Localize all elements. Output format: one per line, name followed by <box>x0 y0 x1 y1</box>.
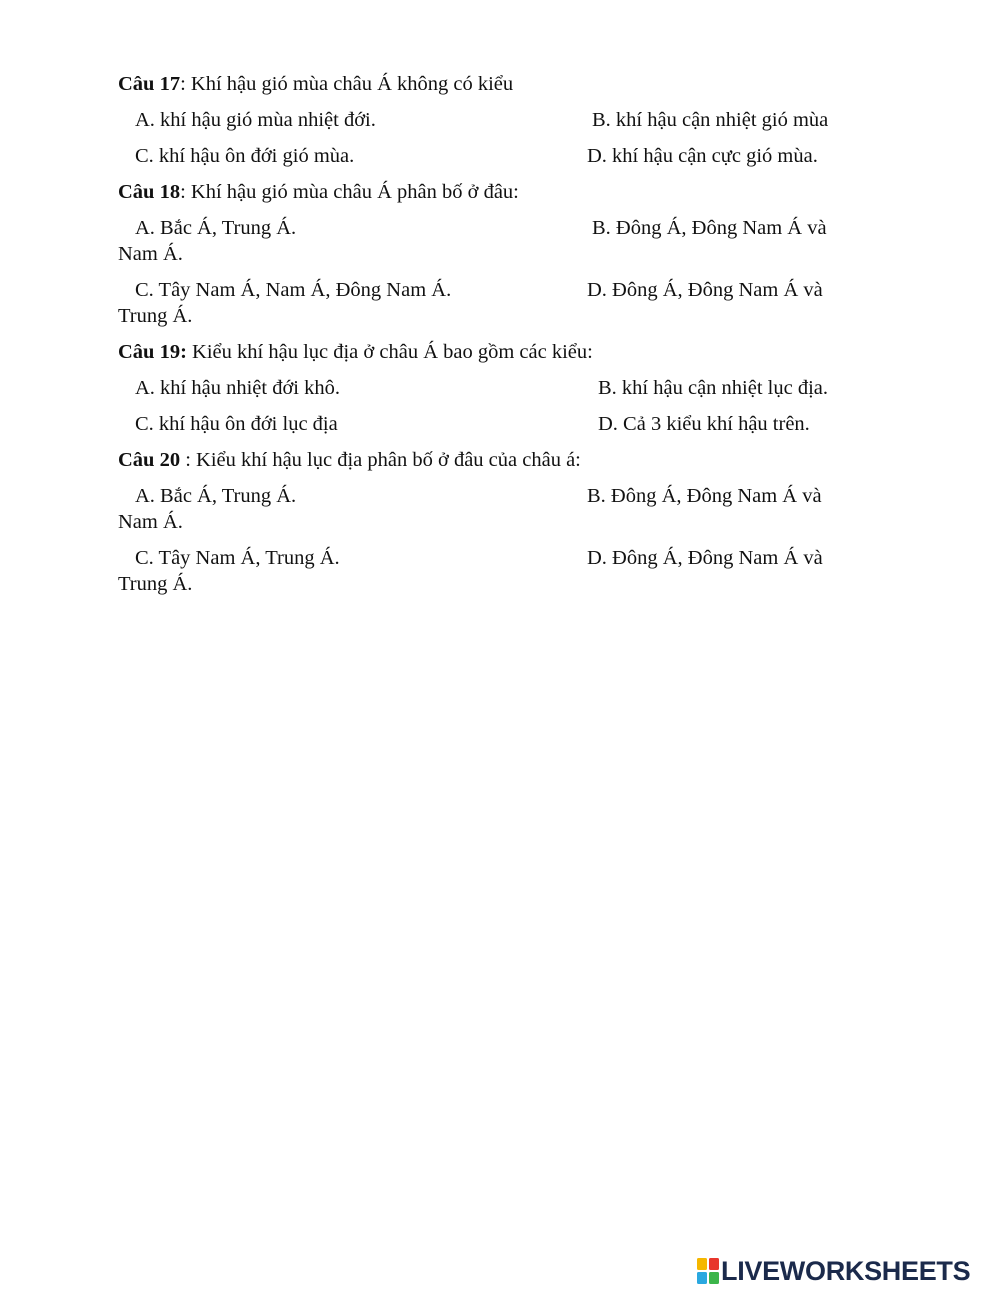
option-17-c: C. khí hậu ôn đới gió mùa. <box>135 145 355 167</box>
option-18-c: C. Tây Nam Á, Nam Á, Đông Nam Á. <box>135 279 452 301</box>
option-19-a: A. khí hậu nhiệt đới khô. <box>135 377 340 399</box>
question-18 <box>118 179 519 205</box>
option-20-c: C. Tây Nam Á, Trung Á. <box>135 547 340 569</box>
option-17-a: A. khí hậu gió mùa nhiệt đới. <box>135 109 376 131</box>
question-text: Kiểu khí hậu lục địa ở châu Á bao gồm các kiểu: <box>186 341 593 363</box>
question-text: : Kiểu khí hậu lục địa phân bố ở đâu của châu á: <box>180 449 581 471</box>
question-label: Câu 20 <box>118 449 181 471</box>
liveworksheets-mark-icon <box>697 1258 719 1284</box>
option-19-d: D. Cả 3 kiểu khí hậu trên. <box>598 413 810 435</box>
question-19 <box>118 339 593 365</box>
question-text: : Khí hậu gió mùa châu Á không có kiểu <box>180 73 514 95</box>
option-20-d: D. Đông Á, Đông Nam Á và <box>587 547 823 569</box>
question-text: : Khí hậu gió mùa châu Á phân bố ở đâu: <box>180 181 519 203</box>
question-label: Câu 19: <box>118 341 187 363</box>
option-18-a: A. Bắc Á, Trung Á. <box>135 217 297 239</box>
liveworksheets-logo <box>697 1256 970 1286</box>
option-18-b: B. Đông Á, Đông Nam Á và <box>592 217 827 239</box>
question-20 <box>118 447 581 473</box>
option-20-d-continued: Trung Á. <box>118 573 193 595</box>
liveworksheets-wordmark: LIVEWORKSHEETS <box>721 1255 971 1286</box>
question-label: Câu 17 <box>118 73 181 95</box>
option-19-b: B. khí hậu cận nhiệt lục địa. <box>598 377 828 399</box>
question-label: Câu 18 <box>118 181 181 203</box>
option-18-d-continued: Trung Á. <box>118 305 193 327</box>
question-17 <box>118 71 513 97</box>
option-18-d: D. Đông Á, Đông Nam Á và <box>587 279 823 301</box>
option-20-b: B. Đông Á, Đông Nam Á và <box>587 485 822 507</box>
option-20-a: A. Bắc Á, Trung Á. <box>135 485 297 507</box>
option-17-b: B. khí hậu cận nhiệt gió mùa <box>592 109 829 131</box>
option-18-b-continued: Nam Á. <box>118 243 183 265</box>
option-17-d: D. khí hậu cận cực gió mùa. <box>587 145 818 167</box>
option-19-c: C. khí hậu ôn đới lục địa <box>135 413 338 435</box>
option-20-b-continued: Nam Á. <box>118 511 183 533</box>
